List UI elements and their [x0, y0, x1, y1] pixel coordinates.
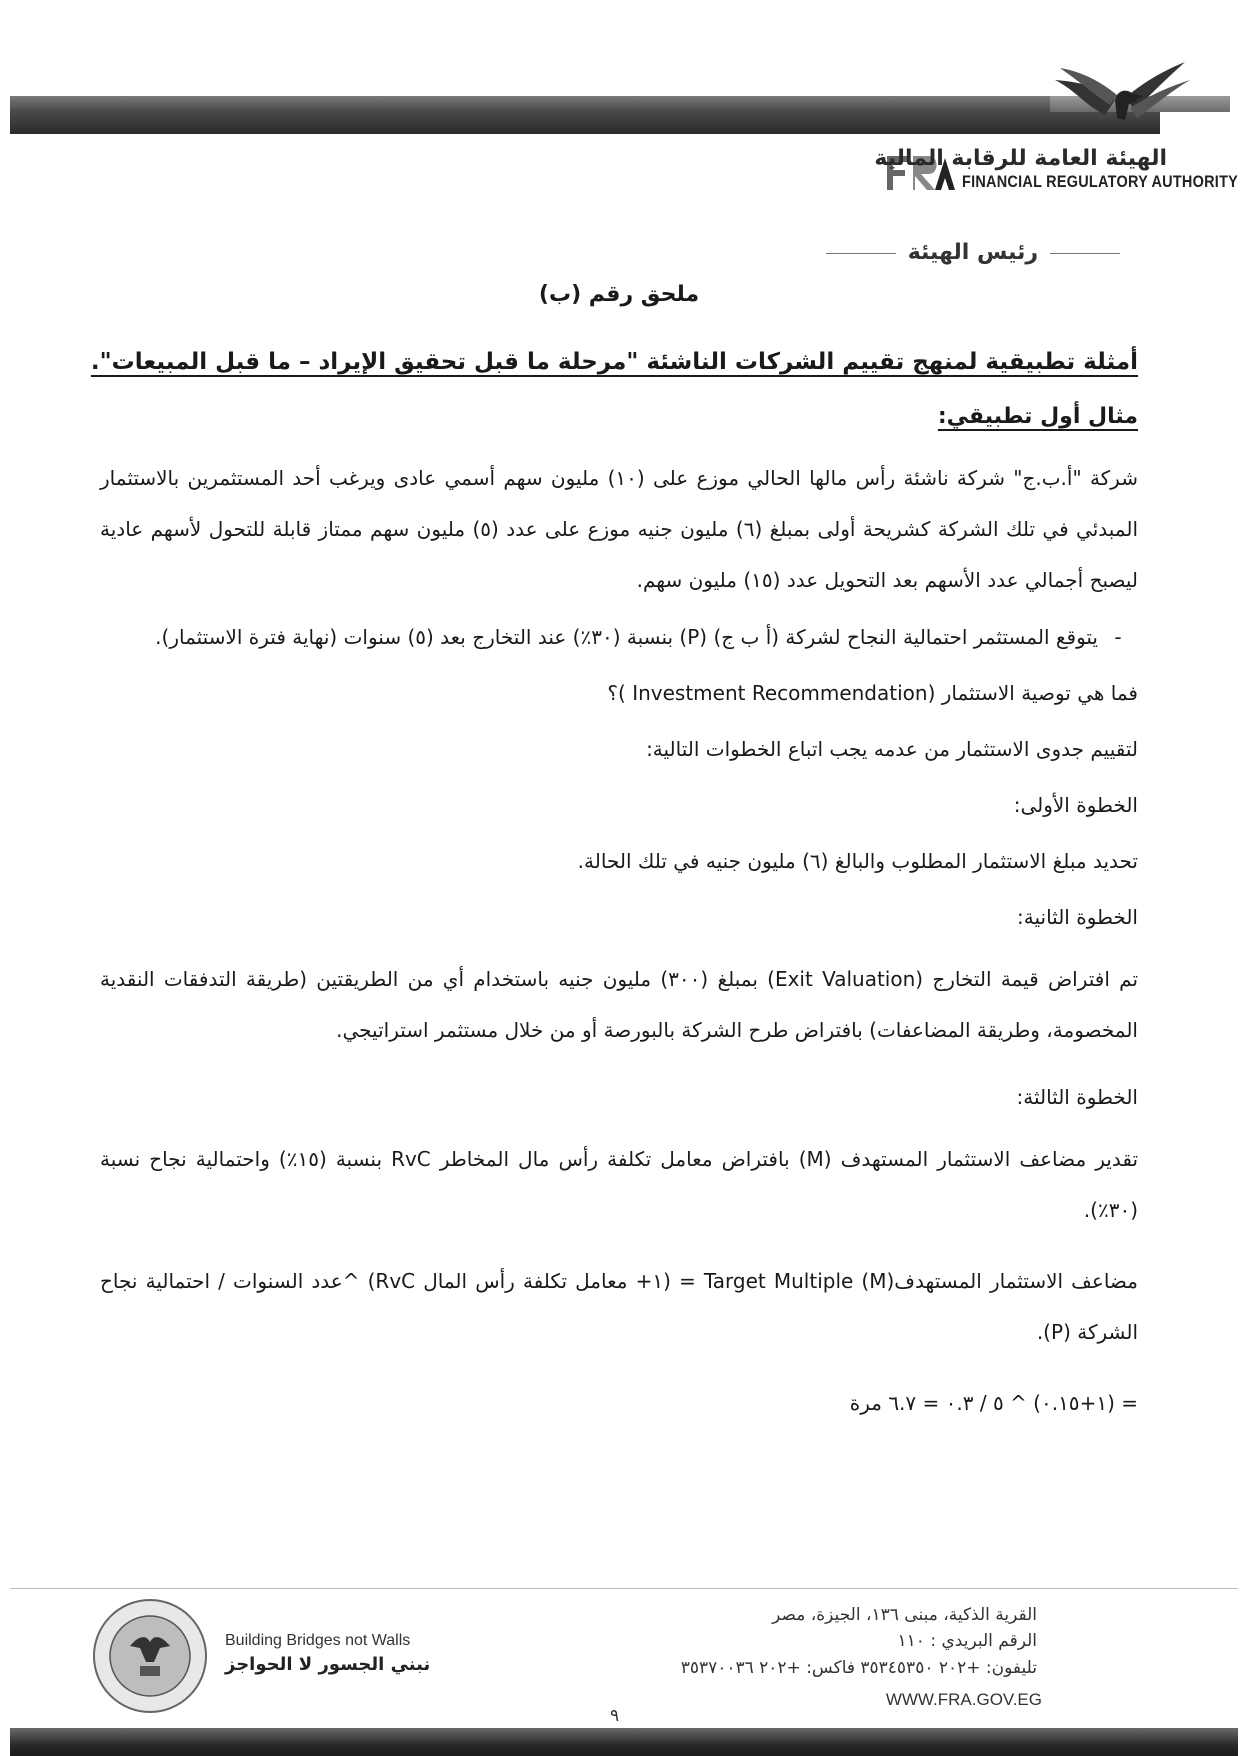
footer-divider: [10, 1588, 1238, 1589]
intro-paragraph: شركة "أ.ب.ج" شركة ناشئة رأس مالها الحالي موزع على (١٠) مليون سهم أسمي عادى ويرغب أحد المستثمرين بالاستثمار المبدئي في تلك الشركة كشريحة أولى بمبلغ (٦) مليون جنيه موزع على عدد (٥) مليون سهم ممتاز قابلة للتحول لأسهم عادية ليصبح أجمالي عدد الأسهم بعد التحويل عدد (١٥) مليون سهم.: [100, 465, 1139, 592]
steps-intro: لتقييم جدوى الاستثمار من عدمه يجب اتباع الخطوات التالية:: [646, 736, 1138, 761]
multiple-formula: مضاعف الاستثمار المستهدفTarget Multiple (M) = (١+ معامل تكلفة رأس المال RvC) ^عدد السنوات / احتمالية نجاح الشركة (P).: [100, 1268, 1138, 1344]
header-bar: [10, 96, 1160, 134]
main-title: أمثلة تطبيقية لمنهج تقييم الشركات الناشئة "مرحلة ما قبل تحقيق الإيراد – ما قبل المبيعات".: [90, 349, 1138, 375]
address-block: [681, 1602, 1037, 1681]
page-number: ٩: [610, 1706, 620, 1726]
bullet-dash: -: [1114, 624, 1122, 649]
step2-text: تم افتراض قيمة التخارج (Exit Valuation) بمبلغ (٣٠٠) مليون جنيه باستخدام أي من الطريقتين (طريقة التدفقات النقدية المخصومة، وطريقة المضاعفات) بافتراض طرح الشركة بالبورصة أو من خلال مستثمر استراتيجي.: [100, 966, 1139, 1042]
step3-title: الخطوة الثالثة:: [1016, 1084, 1138, 1109]
calculation-line: = (١+٠.١٥) ^ ٥ / ٠.٣ = ٦.٧ مرة: [849, 1390, 1138, 1415]
slogan-en: Building Bridges not Walls: [225, 1632, 411, 1649]
step1-title: الخطوة الأولى:: [1013, 792, 1138, 817]
authority-name-ar: الهيئة العامة للرقابة المالية: [874, 146, 1167, 171]
eagle-logo-icon: [1045, 60, 1195, 140]
fra-seal-icon: [90, 1596, 210, 1716]
question-line: فما هي توصية الاستثمار (Investment Recommendation )؟: [607, 680, 1138, 705]
bullet-text: يتوقع المستثمر احتمالية النجاح لشركة (أ ب ج) (P) بنسبة (٣٠٪) عند التخارج بعد (٥) سنوات (نهاية فترة الاستثمار).: [155, 624, 1098, 649]
president-title: رئيس الهيئة: [814, 240, 1132, 265]
step3-text: تقدير مضاعف الاستثمار المستهدف (M) بافتراض معامل تكلفة رأس مال المخاطر RvC بنسبة (١٥٪) واحتمالية نجاح نسبة (٣٠٪).: [100, 1146, 1139, 1222]
website-link[interactable]: WWW.FRA.GOV.EG: [885, 1690, 1042, 1709]
authority-name-en: FINANCIAL REGULATORY AUTHORITY: [962, 172, 1239, 191]
example-heading: مثال أول تطبيقي:: [937, 403, 1138, 429]
address-line: القرية الذكية، مبنى ١٣٦، الجيزة، مصر: [772, 1605, 1037, 1625]
postal-code: الرقم البريدي : ١١٠: [897, 1631, 1037, 1652]
slogan-ar: نبني الجسور لا الحواجز: [225, 1654, 431, 1675]
footer-bar: [10, 1728, 1238, 1756]
step1-text: تحديد مبلغ الاستثمار المطلوب والبالغ (٦) مليون جنيه في تلك الحالة.: [577, 848, 1138, 873]
document-body: [90, 270, 1139, 1418]
step2-title: الخطوة الثانية:: [1017, 904, 1138, 929]
phone-fax: تليفون: +٢٠٢ ٣٥٣٤٥٣٥٠ فاكس: +٢٠٢ ٣٥٣٧٠٠٣٦: [680, 1657, 1037, 1678]
bullet-item: [100, 622, 1138, 652]
annex-title: ملحق رقم (ب): [538, 282, 700, 307]
